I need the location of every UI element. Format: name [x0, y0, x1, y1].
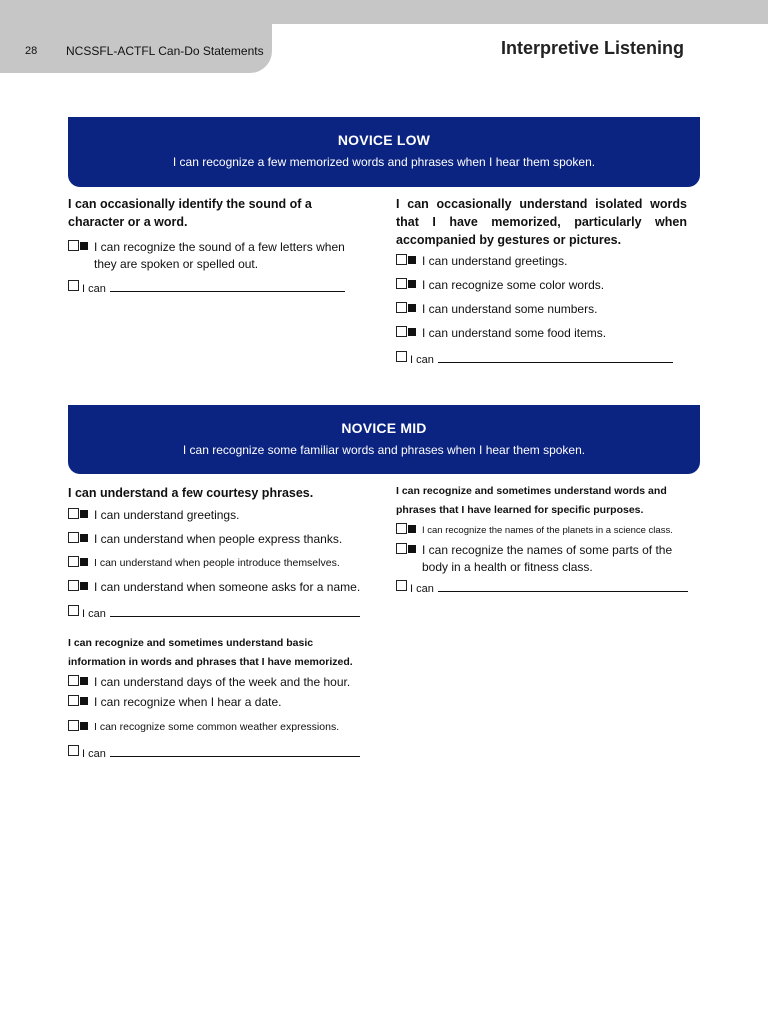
checklist-item	[68, 579, 368, 596]
checklist-item	[396, 301, 687, 318]
checklist-item	[68, 694, 368, 711]
level-description: I can recognize a few memorized words and phrases when I hear them spoken.	[172, 155, 596, 169]
header-tab	[0, 0, 272, 73]
checkbox[interactable]	[68, 720, 88, 732]
novice-low-left-column	[68, 195, 368, 297]
checkbox[interactable]	[396, 302, 416, 314]
write-in-label: I can	[82, 748, 106, 760]
checkbox[interactable]	[68, 280, 79, 295]
item-label: I can recognize the names of some parts of the body in a health or fitness class.	[422, 543, 673, 574]
novice-mid-left-column-a	[68, 484, 368, 622]
item-label: I can understand some food items.	[422, 326, 607, 340]
write-in-line[interactable]	[110, 604, 360, 617]
checkbox[interactable]	[396, 543, 416, 555]
item-label: I can understand greetings.	[94, 508, 240, 522]
statement-heading: I can recognize and sometimes understand words and phrases that I have learned for specific purposes.	[396, 485, 667, 516]
write-in-label: I can	[410, 583, 434, 595]
checkbox[interactable]	[396, 351, 407, 366]
write-in-label: I can	[82, 283, 106, 295]
write-in-line[interactable]	[110, 279, 345, 292]
write-in-item	[68, 744, 368, 762]
checkbox[interactable]	[68, 532, 88, 544]
heading-line: I can occasionally identify the sound of a	[68, 197, 312, 211]
page-number: 28	[25, 45, 38, 57]
write-in-item	[68, 604, 368, 622]
write-in-item	[396, 350, 687, 368]
checkbox[interactable]	[396, 523, 416, 535]
checklist-item	[396, 325, 687, 342]
write-in-line[interactable]	[438, 350, 673, 363]
checklist-item	[68, 507, 368, 524]
write-in-line[interactable]	[110, 744, 360, 757]
checkbox[interactable]	[68, 240, 88, 252]
item-label: I can recognize some color words.	[422, 278, 605, 292]
checkbox[interactable]	[68, 508, 88, 520]
novice-mid-right-column	[396, 482, 696, 597]
write-in-item	[68, 279, 368, 297]
item-label: I can understand when people express thanks.	[94, 532, 343, 546]
statement-heading	[68, 195, 368, 231]
checklist-item	[396, 253, 687, 270]
checkbox[interactable]	[68, 556, 88, 568]
novice-low-band	[68, 117, 700, 187]
statement-heading: I can recognize and sometimes understand basic information in words and phrases that I have memorized.	[68, 637, 353, 668]
checklist-item	[68, 719, 368, 736]
checkbox[interactable]	[68, 745, 79, 760]
statement-heading: I can understand a few courtesy phrases.	[68, 486, 314, 500]
checkbox[interactable]	[68, 580, 88, 592]
level-title: NOVICE LOW	[337, 132, 431, 148]
checkbox[interactable]	[396, 278, 416, 290]
item-label: I can understand when people introduce themselves.	[94, 557, 340, 569]
checklist-item	[396, 277, 687, 294]
novice-mid-left-column-b	[68, 634, 368, 762]
write-in-label: I can	[410, 354, 434, 366]
level-title: NOVICE MID	[341, 420, 427, 436]
write-in-label: I can	[82, 608, 106, 620]
checkbox[interactable]	[68, 675, 88, 687]
document-title: NCSSFL-ACTFL Can-Do Statements	[66, 44, 264, 58]
checkbox[interactable]	[68, 695, 88, 707]
write-in-item	[396, 579, 696, 597]
item-label: I can understand greetings.	[422, 254, 568, 268]
item-label: I can recognize the names of the planets in a science class.	[422, 525, 673, 536]
checkbox[interactable]	[396, 326, 416, 338]
item-label: I can recognize when I hear a date.	[94, 695, 282, 709]
checkbox[interactable]	[396, 580, 407, 595]
item-label: I can recognize some common weather expressions.	[94, 721, 340, 733]
heading-line: character or a word.	[68, 215, 188, 229]
novice-mid-band	[68, 405, 700, 474]
checklist-item	[396, 522, 696, 539]
checkbox[interactable]	[396, 254, 416, 266]
section-title: Interpretive Listening	[500, 38, 684, 58]
checkbox[interactable]	[68, 605, 79, 620]
checklist-item	[396, 542, 696, 576]
checklist-item	[68, 531, 368, 548]
checklist-item	[68, 674, 368, 691]
novice-low-right-column	[396, 195, 687, 368]
checklist-item	[68, 239, 368, 273]
item-label: I can recognize the sound of a few letters when they are spoken or spelled out.	[94, 240, 345, 271]
item-label: I can understand when someone asks for a name.	[94, 580, 361, 594]
checklist-item	[68, 555, 368, 572]
write-in-line[interactable]	[438, 579, 688, 592]
item-label: I can understand some numbers.	[422, 302, 598, 316]
item-label: I can understand days of the week and the hour.	[94, 675, 351, 689]
level-description: I can recognize some familiar words and phrases when I hear them spoken.	[182, 443, 586, 457]
statement-heading: I can occasionally understand isolated words that I have memorized, particularly when accompanied by gestures or pictures.	[396, 197, 687, 247]
